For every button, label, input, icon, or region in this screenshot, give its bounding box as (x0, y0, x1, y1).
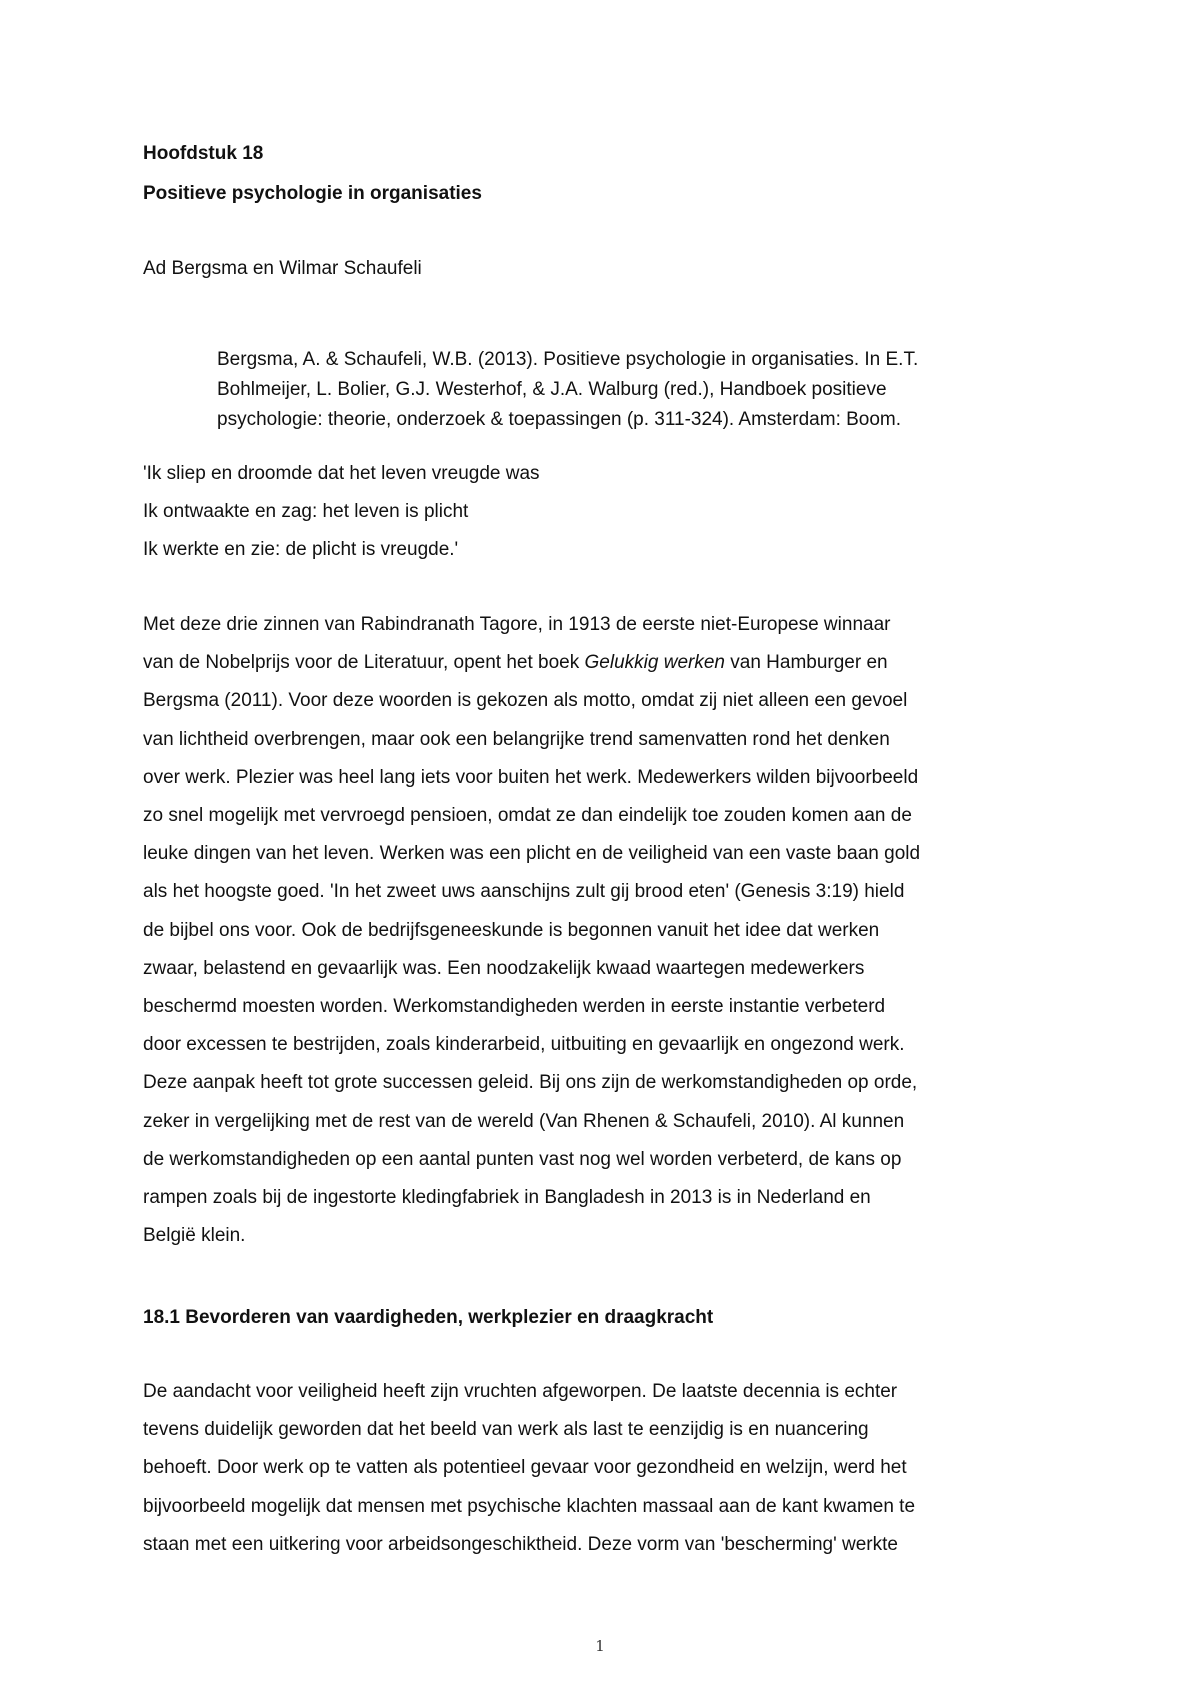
motto-quote (143, 455, 540, 569)
chapter-label: Hoofdstuk 18 (143, 143, 264, 164)
paragraph-line: zwaar, belastend en gevaarlijk was. Een noodzakelijk kwaad waartegen medewerkers (143, 957, 865, 979)
paragraph-line: bijvoorbeeld mogelijk dat mensen met psychische klachten massaal aan de kant kwamen te (143, 1495, 916, 1517)
page-number: 1 (595, 1637, 605, 1655)
section-paragraph (143, 1373, 915, 1564)
citation-block (217, 345, 1097, 435)
paragraph-line: behoeft. Door werk op te vatten als potentieel gevaar voor gezondheid en welzijn, werd het (143, 1457, 907, 1479)
quote-line: Ik ontwaakte en zag: het leven is plicht (143, 501, 469, 522)
paragraph-line: zeker in vergelijking met de rest van de wereld (Van Rhenen & Schaufeli, 2010). Al kunnen (143, 1110, 905, 1132)
paragraph-line: de werkomstandigheden op een aantal punten vast nog wel worden verbeterd, de kans op (143, 1148, 902, 1170)
paragraph-line: als het hoogste goed. 'In het zweet uws aanschijns zult gij brood eten' (Genesis 3:19) hield (143, 881, 905, 903)
paragraph-line: zo snel mogelijk met vervroegd pensioen, omdat ze dan eindelijk toe zouden komen aan de (143, 805, 912, 827)
citation-line: psychologie: theorie, onderzoek & toepassingen (p. 311-324). Amsterdam: Boom. (217, 409, 902, 430)
paragraph-line: beschermd moesten worden. Werkomstandigheden werden in eerste instantie verbeterd (143, 996, 886, 1018)
paragraph-line: leuke dingen van het leven. Werken was een plicht en de veiligheid van een vaste baan gold (143, 843, 921, 865)
paragraph-line: rampen zoals bij de ingestorte kledingfabriek in Bangladesh in 2013 is in Nederland en (143, 1187, 871, 1209)
paragraph-line: de bijbel ons voor. Ook de bedrijfsgeneeskunde is begonnen vanuit het idee dat werken (143, 919, 880, 941)
citation-line: Bohlmeijer, L. Bolier, G.J. Westerhof, & J.A. Walburg (red.), Handboek positieve (217, 379, 887, 400)
paragraph-line: De aandacht voor veiligheid heeft zijn vruchten afgeworpen. De laatste decennia is echter (143, 1381, 898, 1402)
paragraph-line: over werk. Plezier was heel lang iets voor buiten het werk. Medewerkers wilden bijvoorbeeld (143, 766, 919, 788)
quote-line: 'Ik sliep en droomde dat het leven vreugde was (143, 463, 540, 484)
paragraph-line: staan met een uitkering voor arbeidsongeschiktheid. Deze vorm van 'bescherming' werkte (143, 1533, 898, 1555)
paragraph-line (143, 644, 920, 682)
chapter-title: Positieve psychologie in organisaties (143, 183, 482, 204)
paragraph-line: Deze aanpak heeft tot grote successen geleid. Bij ons zijn de werkomstandigheden op orde, (143, 1072, 918, 1094)
paragraph-line: Bergsma (2011). Voor deze woorden is gekozen als motto, omdat zij niet alleen een gevoel (143, 690, 908, 712)
book-title: Gelukkig werken (584, 652, 725, 674)
text-run: van Hamburger en (724, 652, 888, 674)
citation-line: Bergsma, A. & Schaufeli, W.B. (2013). Positieve psychologie in organisaties. In E.T. (217, 349, 919, 370)
authors-line: Ad Bergsma en Wilmar Schaufeli (143, 258, 422, 279)
intro-paragraph (143, 606, 920, 1255)
paragraph-line: van lichtheid overbrengen, maar ook een belangrijke trend samenvatten rond het denken (143, 728, 890, 750)
quote-line: Ik werkte en zie: de plicht is vreugde.' (143, 539, 459, 560)
text-run: van de Nobelprijs voor de Literatuur, opent het boek (143, 652, 585, 674)
paragraph-line: tevens duidelijk geworden dat het beeld van werk als last te eenzijdig is en nuancering (143, 1419, 869, 1441)
section-heading: 18.1 Bevorderen van vaardigheden, werkplezier en draagkracht (143, 1307, 714, 1328)
paragraph-line: door excessen te bestrijden, zoals kinderarbeid, uitbuiting en gevaarlijk en ongezond werk. (143, 1034, 905, 1056)
paragraph-line: België klein. (143, 1225, 246, 1247)
paragraph-line: Met deze drie zinnen van Rabindranath Tagore, in 1913 de eerste niet-Europese winnaar (143, 614, 891, 635)
